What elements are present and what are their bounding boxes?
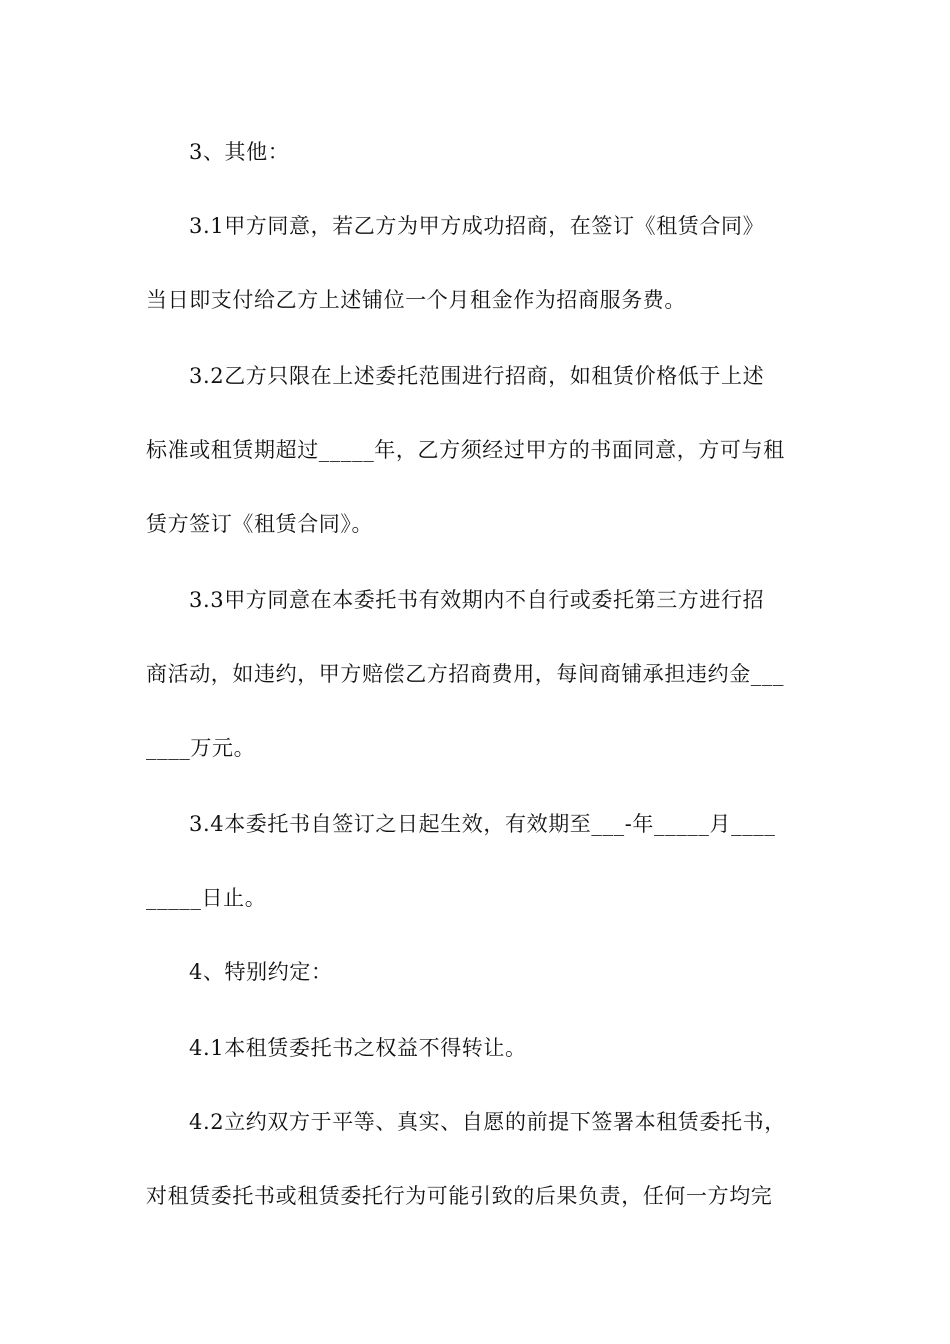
section-heading-other: 3、其他： [189, 140, 290, 164]
clause-4-2-line-2: 对租赁委托书或租赁委托行为可能引致的后果负责，任何一方均完 [146, 1184, 773, 1208]
clause-4-1: 4.1本租赁委托书之权益不得转让。 [189, 1036, 527, 1060]
clause-3-4-line-2: _____日止。 [146, 886, 267, 910]
clause-3-3-line-3: ____万元。 [146, 736, 256, 760]
clause-3-2-line-1: 3.2乙方只限在上述委托范围进行招商，如租赁价格低于上述 [189, 364, 765, 388]
clause-3-3-line-2: 商活动，如违约，甲方赔偿乙方招商费用，每间商铺承担违约金___ [146, 662, 785, 686]
clause-3-1-line-2: 当日即支付给乙方上述铺位一个月租金作为招商服务费。 [146, 288, 686, 312]
clause-3-2-line-3: 赁方签订《租赁合同》。 [146, 512, 374, 536]
clause-3-4-line-1: 3.4本委托书自签订之日起生效，有效期至___-年_____月____ [189, 812, 776, 836]
clause-3-1-line-1: 3.1甲方同意，若乙方为甲方成功招商，在签订《租赁合同》 [189, 214, 765, 238]
clause-3-2-line-2: 标准或租赁期超过_____年，乙方须经过甲方的书面同意，方可与租 [146, 438, 785, 462]
clause-3-3-line-1: 3.3甲方同意在本委托书有效期内不自行或委托第三方进行招 [189, 588, 765, 612]
clause-4-2-line-1: 4.2立约双方于平等、真实、自愿的前提下签署本租赁委托书， [189, 1110, 786, 1134]
section-heading-special-terms: 4、特别约定： [189, 960, 333, 984]
